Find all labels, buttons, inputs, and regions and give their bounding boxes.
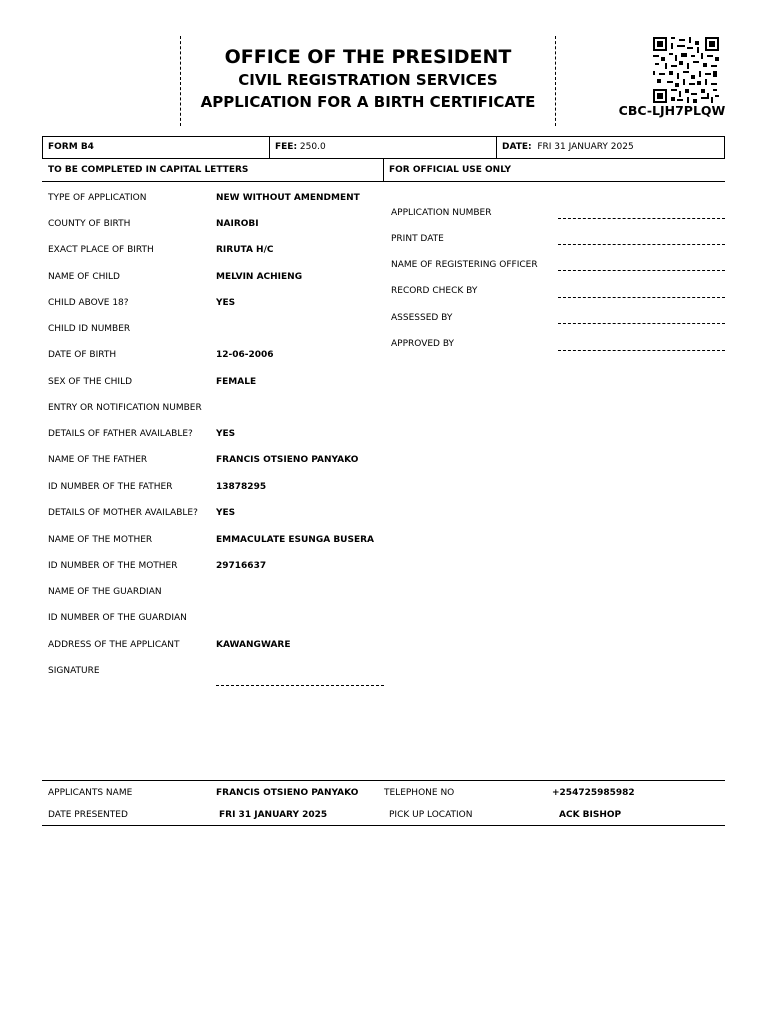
field-label: CHILD ID NUMBER bbox=[48, 324, 131, 334]
field-value: NEW WITHOUT AMENDMENT bbox=[216, 193, 360, 203]
field-value: KAWANGWARE bbox=[216, 640, 291, 650]
field-label: CHILD ABOVE 18? bbox=[48, 298, 129, 308]
official-label: PRINT DATE bbox=[391, 234, 444, 244]
section-header-bottom-border bbox=[42, 181, 725, 182]
telephone-label: TELEPHONE NO bbox=[384, 788, 455, 798]
field-value: 13878295 bbox=[216, 482, 267, 492]
section-header-applicant: TO BE COMPLETED IN CAPITAL LETTERS bbox=[48, 165, 249, 175]
date-label: DATE: bbox=[502, 142, 532, 152]
signature-line bbox=[216, 685, 384, 686]
field-label: DETAILS OF MOTHER AVAILABLE? bbox=[48, 508, 198, 518]
section-header-divider bbox=[383, 158, 384, 181]
date-presented-value: FRI 31 JANUARY 2025 bbox=[219, 810, 328, 820]
reference-code: CBC-LJH7PLQW bbox=[618, 103, 726, 118]
field-label: TYPE OF APPLICATION bbox=[48, 193, 147, 203]
official-label: NAME OF REGISTERING OFFICER bbox=[391, 260, 538, 270]
meta-divider-1 bbox=[269, 136, 270, 158]
field-label: NAME OF THE GUARDIAN bbox=[48, 587, 162, 597]
form-title: APPLICATION FOR A BIRTH CERTIFICATE bbox=[200, 93, 536, 111]
applicants-name-value: FRANCIS OTSIENO PANYAKO bbox=[216, 788, 359, 798]
field-value: RIRUTA H/C bbox=[216, 245, 274, 255]
field-label: COUNTY OF BIRTH bbox=[48, 219, 131, 229]
official-dotted-line bbox=[558, 270, 725, 271]
field-value: FRANCIS OTSIENO PANYAKO bbox=[216, 455, 359, 465]
field-label: NAME OF THE FATHER bbox=[48, 455, 148, 465]
field-label: DETAILS OF FATHER AVAILABLE? bbox=[48, 429, 193, 439]
qr-code-icon bbox=[653, 37, 719, 103]
pickup-location-label: PICK UP LOCATION bbox=[389, 810, 473, 820]
date-presented-label: DATE PRESENTED bbox=[48, 810, 128, 820]
form-number: FORM B4 bbox=[48, 142, 94, 152]
meta-top-border bbox=[42, 136, 725, 137]
field-label: ID NUMBER OF THE GUARDIAN bbox=[48, 613, 187, 623]
fee-value: 250.0 bbox=[299, 142, 326, 152]
official-label: RECORD CHECK BY bbox=[391, 286, 478, 296]
field-label: ID NUMBER OF THE MOTHER bbox=[48, 561, 178, 571]
field-label: NAME OF CHILD bbox=[48, 272, 120, 282]
field-label: NAME OF THE MOTHER bbox=[48, 535, 153, 545]
official-dotted-line bbox=[558, 297, 725, 298]
field-label: EXACT PLACE OF BIRTH bbox=[48, 245, 154, 255]
field-value: EMMACULATE ESUNGA BUSERA bbox=[216, 535, 375, 545]
field-value: YES bbox=[216, 298, 236, 308]
field-value: YES bbox=[216, 508, 236, 518]
meta-left-border bbox=[42, 136, 43, 158]
field-label: SEX OF THE CHILD bbox=[48, 377, 133, 387]
fee-cell bbox=[275, 142, 326, 152]
date-value: FRI 31 JANUARY 2025 bbox=[537, 142, 634, 152]
field-value: 29716637 bbox=[216, 561, 267, 571]
field-value: YES bbox=[216, 429, 236, 439]
page-title: OFFICE OF THE PRESIDENT bbox=[224, 46, 512, 68]
footer-top-border bbox=[42, 780, 725, 781]
field-value: MELVIN ACHIENG bbox=[216, 272, 303, 282]
page-subtitle: CIVIL REGISTRATION SERVICES bbox=[238, 71, 498, 89]
field-value: NAIROBI bbox=[216, 219, 259, 229]
footer-bottom-border bbox=[42, 825, 725, 826]
section-header-official: FOR OFFICIAL USE ONLY bbox=[389, 165, 512, 175]
official-label: APPROVED BY bbox=[391, 339, 455, 349]
field-label: ID NUMBER OF THE FATHER bbox=[48, 482, 173, 492]
field-label: ADDRESS OF THE APPLICANT bbox=[48, 640, 180, 650]
official-dotted-line bbox=[558, 244, 725, 245]
field-label: SIGNATURE bbox=[48, 666, 100, 676]
field-label: ENTRY OR NOTIFICATION NUMBER bbox=[48, 403, 202, 413]
field-value: FEMALE bbox=[216, 377, 257, 387]
date-cell bbox=[502, 142, 634, 152]
official-label: APPLICATION NUMBER bbox=[391, 208, 492, 218]
meta-divider-2 bbox=[496, 136, 497, 158]
pickup-location-value: ACK BISHOP bbox=[559, 810, 622, 820]
applicants-name-label: APPLICANTS NAME bbox=[48, 788, 133, 798]
official-dotted-line bbox=[558, 350, 725, 351]
fee-label: FEE: bbox=[275, 142, 298, 152]
official-label: ASSESSED BY bbox=[391, 313, 453, 323]
field-value: 12-06-2006 bbox=[216, 350, 274, 360]
official-dotted-line bbox=[558, 323, 725, 324]
meta-right-border bbox=[724, 136, 725, 158]
official-dotted-line bbox=[558, 218, 725, 219]
field-label: DATE OF BIRTH bbox=[48, 350, 117, 360]
telephone-value: +254725985982 bbox=[552, 788, 635, 798]
